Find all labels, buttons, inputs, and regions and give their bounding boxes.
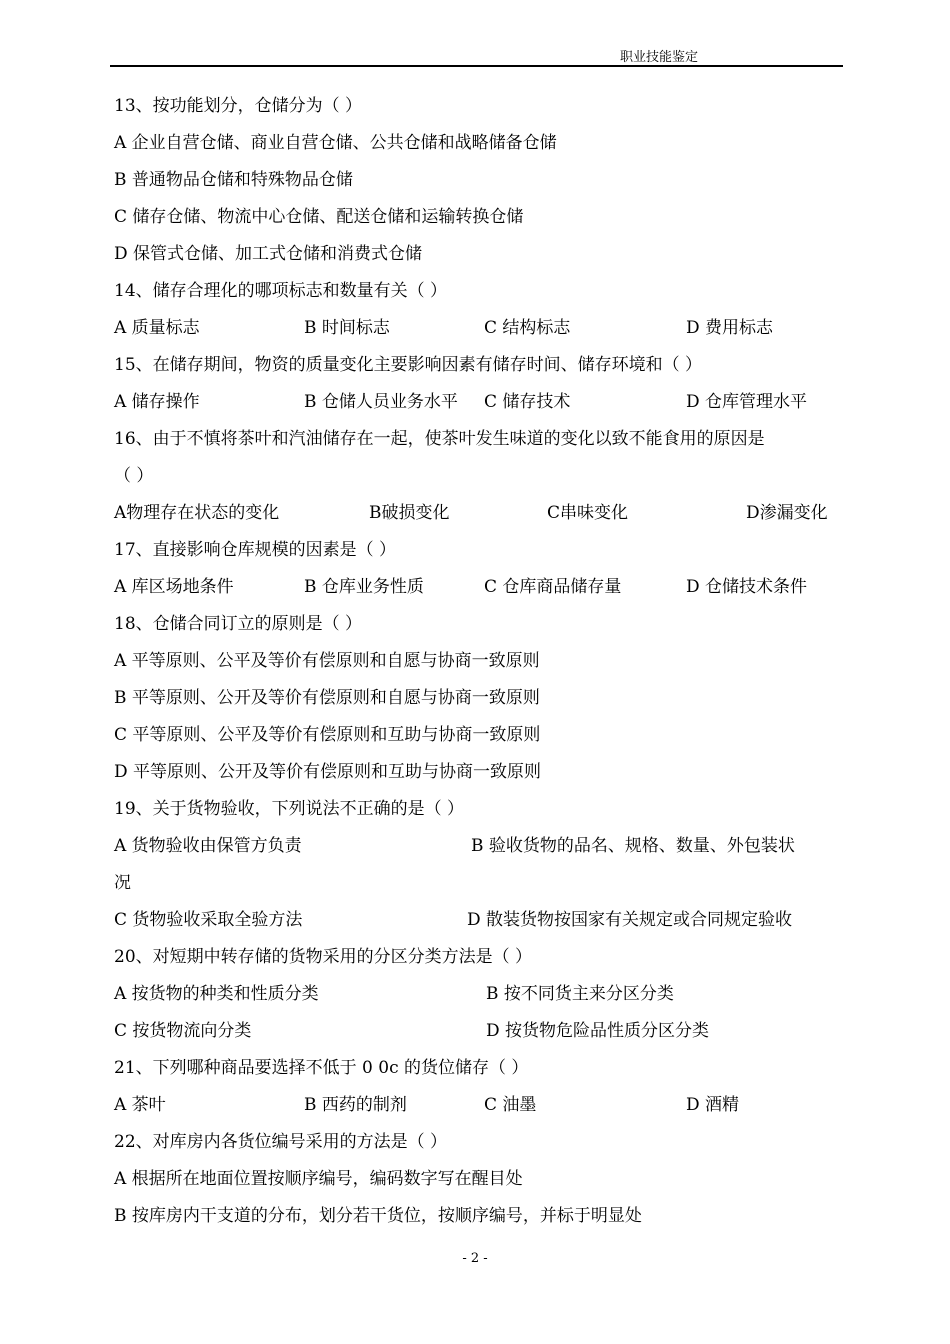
option: D 保管式仓储、加工式仓储和消费式仓储	[114, 244, 423, 264]
option: C 储存仓储、物流中心仓储、配送仓储和运输转换仓储	[114, 207, 524, 227]
question-stem: 20、对短期中转存储的货物采用的分区分类方法是（ ）	[114, 947, 533, 967]
header-divider	[110, 65, 843, 67]
question-stem: 18、仓储合同订立的原则是（ ）	[114, 614, 363, 634]
option: A 货物验收由保管方负责	[114, 836, 302, 856]
option: D 按货物危险品性质分区分类	[486, 1021, 710, 1041]
option: B 按库房内干支道的分布，划分若干货位，按顺序编号，并标于明显处	[114, 1206, 642, 1226]
option-row	[114, 1013, 844, 1050]
option: D 酒精	[686, 1095, 740, 1115]
question-list	[114, 88, 844, 1235]
option: B破损变化	[369, 503, 450, 523]
option-row	[114, 1087, 844, 1124]
option: D 费用标志	[686, 318, 774, 338]
page-number: - 2 -	[462, 1251, 488, 1266]
option: C 仓库商品储存量	[484, 577, 622, 597]
question-stem: 19、关于货物验收，下列说法不正确的是（ ）	[114, 799, 465, 819]
option: C 油墨	[484, 1095, 537, 1115]
question-stem: 13、按功能划分，仓储分为（ ）	[114, 96, 363, 116]
option: D 平等原则、公开及等价有偿原则和互助与协商一致原则	[114, 762, 542, 782]
option: B 仓库业务性质	[304, 577, 424, 597]
option-row	[114, 310, 844, 347]
question-stem: 15、在储存期间，物资的质量变化主要影响因素有储存时间、储存环境和（ ）	[114, 355, 703, 375]
option: D 散装货物按国家有关规定或合同规定验收	[467, 910, 793, 930]
question-stem: 14、储存合理化的哪项标志和数量有关（ ）	[114, 281, 448, 301]
option: A 根据所在地面位置按顺序编号，编码数字写在醒目处	[114, 1169, 523, 1189]
option: A 茶叶	[114, 1095, 166, 1115]
option-row	[114, 902, 844, 939]
option: D 仓库管理水平	[686, 392, 808, 412]
question-stem: 16、由于不慎将茶叶和汽油储存在一起，使茶叶发生味道的变化以致不能食用的原因是	[114, 429, 765, 449]
option: B 普通物品仓储和特殊物品仓储	[114, 170, 353, 190]
option: D 仓储技术条件	[686, 577, 808, 597]
option: C 结构标志	[484, 318, 571, 338]
option: B 时间标志	[304, 318, 390, 338]
option: C 货物验收采取全验方法	[114, 910, 303, 930]
option: A 按货物的种类和性质分类	[114, 984, 319, 1004]
option: A物理存在状态的变化	[114, 503, 280, 523]
question-stem: 22、对库房内各货位编号采用的方法是（ ）	[114, 1132, 448, 1152]
option: B 西药的制剂	[304, 1095, 407, 1115]
option-row	[114, 384, 844, 421]
option: C 平等原则、公平及等价有偿原则和互助与协商一致原则	[114, 725, 541, 745]
question-stem: 17、直接影响仓库规模的因素是（ ）	[114, 540, 397, 560]
option-continued: 况	[114, 873, 131, 893]
option-row	[114, 976, 844, 1013]
option-row	[114, 828, 844, 865]
question-stem-continued: （ ）	[114, 466, 154, 486]
header-title: 职业技能鉴定	[620, 50, 699, 65]
option: C 按货物流向分类	[114, 1021, 252, 1041]
option: A 储存操作	[114, 392, 200, 412]
option: A 库区场地条件	[114, 577, 234, 597]
option-row	[114, 495, 844, 532]
option: D渗漏变化	[746, 503, 828, 523]
option: A 质量标志	[114, 318, 200, 338]
question-stem: 21、下列哪种商品要选择不低于 0 0c 的货位储存（ ）	[114, 1058, 529, 1078]
option: B 按不同货主来分区分类	[486, 984, 674, 1004]
option: B 平等原则、公开及等价有偿原则和自愿与协商一致原则	[114, 688, 540, 708]
option: C串味变化	[547, 503, 629, 523]
option: B 仓储人员业务水平	[304, 392, 458, 412]
option: A 平等原则、公平及等价有偿原则和自愿与协商一致原则	[114, 651, 540, 671]
option: C 储存技术	[484, 392, 571, 412]
option-row	[114, 569, 844, 606]
option: A 企业自营仓储、商业自营仓储、公共仓储和战略储备仓储	[114, 133, 557, 153]
option: B 验收货物的品名、规格、数量、外包装状	[471, 836, 795, 856]
